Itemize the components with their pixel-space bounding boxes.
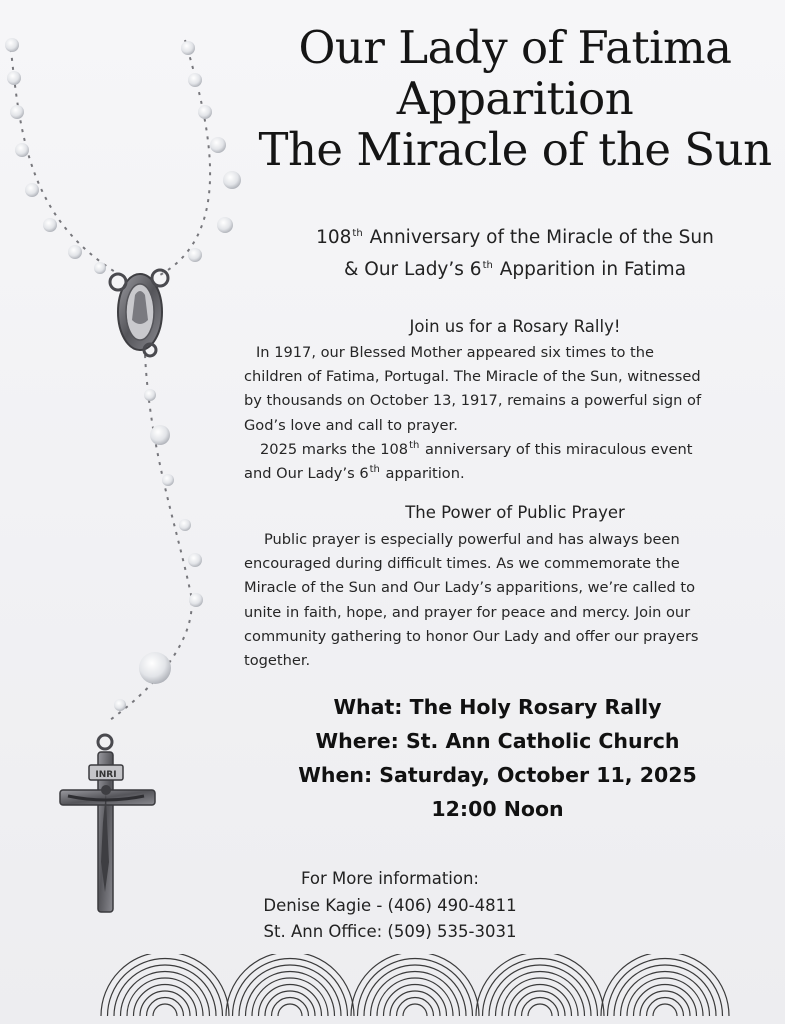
rally-heading: Join us for a Rosary Rally! — [409, 317, 621, 336]
rosary-illustration — [0, 0, 260, 940]
power-line: unite in faith, hope, and prayer for peace and mercy. Join our — [244, 603, 691, 621]
decorative-arc — [403, 1004, 427, 1016]
contact-info — [240, 866, 540, 946]
decorative-arc — [153, 1004, 177, 1016]
decorative-arc — [653, 1004, 677, 1016]
decorative-arc — [509, 985, 572, 1017]
decorative-arc — [528, 1004, 552, 1016]
power-line: encouraged during difficult times. As we commemorate the — [244, 555, 680, 573]
flyer-title — [250, 22, 780, 175]
rally-line: God’s love and call to prayer. — [244, 416, 458, 434]
decorative-arc — [358, 959, 473, 1017]
decorative-arc — [608, 959, 723, 1017]
decorative-arc — [272, 998, 309, 1017]
power-paragraph — [244, 528, 784, 673]
decorative-arc — [278, 1004, 302, 1016]
miraculous-medal-centerpiece — [110, 270, 168, 356]
rally-paragraph — [244, 341, 784, 486]
event-where: Where: St. Ann Catholic Church — [315, 729, 680, 753]
event-time: 12:00 Noon — [431, 797, 564, 821]
decorative-arc — [483, 959, 598, 1017]
decorative-arc — [634, 985, 697, 1017]
rosary-chain — [10, 40, 210, 720]
decorative-arcs — [0, 954, 785, 1024]
decorative-arc — [259, 985, 322, 1017]
decorative-arc — [108, 959, 223, 1016]
power-line: community gathering to honor Our Lady and offer our prayers — [244, 627, 699, 645]
event-what: What: The Holy Rosary Rally — [333, 695, 662, 719]
decorative-arc — [384, 985, 447, 1017]
decorative-arc — [134, 985, 197, 1017]
power-line: Public prayer is especially powerful and has always been — [264, 531, 680, 548]
decorative-arc — [147, 998, 184, 1017]
decorative-arc — [233, 959, 348, 1017]
decorative-arc — [522, 998, 559, 1017]
contact-person: Denise Kagie - (406) 490-4811 — [263, 895, 517, 915]
power-line: together. — [244, 652, 311, 670]
power-heading: The Power of Public Prayer — [405, 503, 625, 522]
title-line-1: Our Lady of Fatima — [298, 21, 732, 74]
inri-plaque: INRI — [95, 770, 117, 780]
power-line: Miracle of the Sun and Our Lady’s apparitions, we’re called to — [244, 579, 696, 597]
crucifix — [60, 735, 155, 912]
subtitle-line-1: 108th Anniversary of the Miracle of the Sun — [316, 227, 714, 248]
rally-line: In 1917, our Blessed Mother appeared six times to the — [256, 344, 655, 361]
contact-office: St. Ann Office: (509) 535-3031 — [263, 922, 517, 941]
rally-line: children of Fatima, Portugal. The Miracle of the Sun, witnessed — [244, 368, 701, 386]
rosary-beads — [5, 38, 241, 711]
rally-line: 2025 marks the 108th anniversary of this miraculous event — [260, 439, 693, 458]
title-line-2: Apparition — [396, 72, 634, 125]
contact-heading: For More information: — [301, 869, 479, 888]
rally-line: by thousands on October 13, 1917, remains a powerful sign of — [244, 392, 702, 410]
event-details — [250, 690, 745, 826]
subtitle-line-2: & Our Lady’s 6th Apparition in Fatima — [343, 259, 687, 280]
rally-line: and Our Lady’s 6th apparition. — [244, 464, 465, 483]
decorative-arc — [647, 998, 684, 1017]
title-line-3: The Miracle of the Sun — [258, 123, 772, 176]
anniversary-subtitle — [250, 222, 780, 286]
event-when: When: Saturday, October 11, 2025 — [298, 763, 697, 787]
decorative-arc — [397, 998, 434, 1017]
